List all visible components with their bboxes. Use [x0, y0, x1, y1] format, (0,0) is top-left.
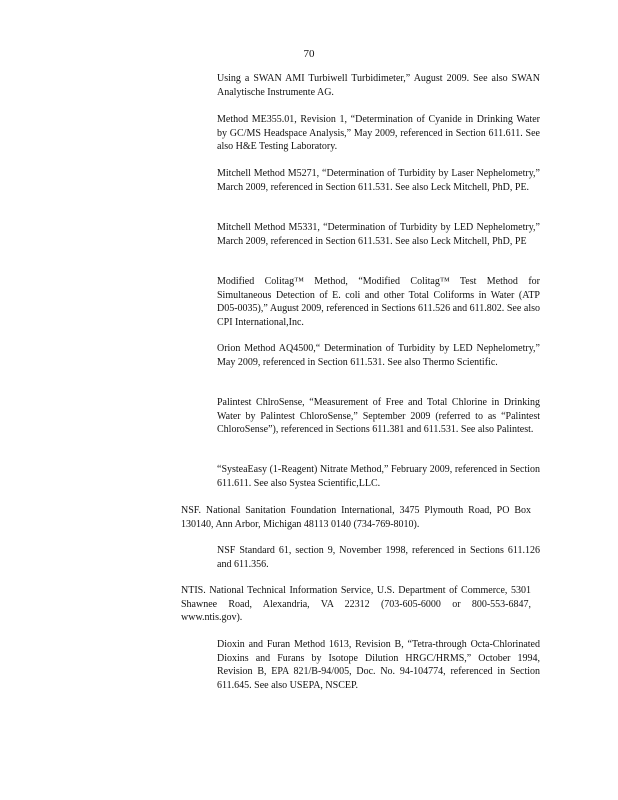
entry-ntis-organization: NTIS. National Technical Information Service, U.S. Department of Commerce, 5301 Shawnee Road, Alexandria, VA 22312 (703-605-6000 or 800-553-6847, www.ntis.gov). [181, 585, 531, 623]
entry-orion-aq4500: Orion Method AQ4500,“ Determination of Turbidity by LED Nephelometry,” May 2009, referenced in Section 611.531. See also Thermo Scientific. [217, 343, 540, 368]
entry-nsf-organization: NSF. National Sanitation Foundation International, 3475 Plymouth Road, PO Box 130140, Ann Arbor, Michigan 48113 0140 (734-769-8010). [181, 505, 531, 530]
entry-palintest-chlorosense: Palintest ChlroSense, “Measurement of Free and Total Chlorine in Drinking Water by Palintest ChloroSense,” September 2009 (referred to as “Palintest ChloroSense”), referenced in Sections 611.381 and 611.531. See also Palintest. [217, 397, 540, 435]
entry-nsf-standard-61: NSF Standard 61, section 9, November 1998, referenced in Sections 611.126 and 611.356. [217, 545, 540, 570]
entry-mitchell-m5271: Mitchell Method M5271, “Determination of Turbidity by Laser Nephelometry,” March 2009, referenced in Section 611.531. See also Leck Mitchell, PhD, PE. [217, 168, 540, 193]
entry-method-me355: Method ME355.01, Revision 1, “Determination of Cyanide in Drinking Water by GC/MS Headspace Analysis,” May 2009, referenced in Section 611.611. See also H&E Testing Laboratory. [217, 114, 540, 152]
entry-swan-turbiwell: Using a SWAN AMI Turbiwell Turbidimeter,” August 2009. See also SWAN Analytische Instrumente AG. [217, 73, 540, 98]
entry-dioxin-furan-1613: Dioxin and Furan Method 1613, Revision B, “Tetra-through Octa-Chlorinated Dioxins and Furans by Isotope Dilution HRGC/HRMS,” October 1994, Revision B, EPA 821/B-94/005, Doc. No. 94-104774, referenced in Section 611.645. See also USEPA, NSCEP. [217, 639, 540, 691]
entry-mitchell-m5331: Mitchell Method M5331, “Determination of Turbidity by LED Nephelometry,” March 2009, referenced in Section 611.531. See also Leck Mitchell, PhD, PE [217, 222, 540, 247]
page-number: 70 [303, 48, 315, 60]
entry-modified-colitag: Modified Colitag™ Method, “Modified Colitag™ Test Method for Simultaneous Detection of E. coli and other Total Coliforms in Water (ATP D05-0035),” August 2009, referenced in Sections 611.526 and 611.802. See also CPI International,Inc. [217, 276, 540, 328]
entry-systeaeasy-nitrate: “SysteaEasy (1-Reagent) Nitrate Method,” February 2009, referenced in Section 611.611. See also Systea Scientific,LLC. [217, 464, 540, 489]
